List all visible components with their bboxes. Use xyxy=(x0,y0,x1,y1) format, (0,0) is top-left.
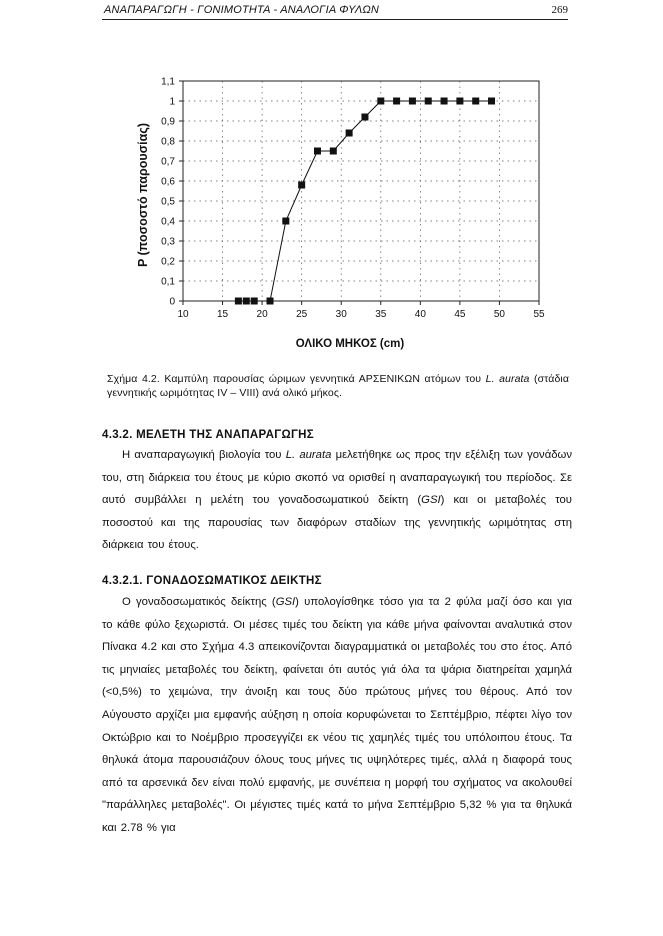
data-point-marker xyxy=(393,98,400,105)
y-tick-label: 0,1 xyxy=(161,276,175,288)
x-tick-label: 10 xyxy=(177,309,189,320)
data-point-marker xyxy=(282,218,289,225)
para1-species: L. aurata xyxy=(285,449,332,461)
data-point-marker xyxy=(251,298,258,305)
x-tick-label: 20 xyxy=(256,309,268,320)
paragraph-reproduction xyxy=(102,444,572,557)
data-point-marker xyxy=(456,98,463,105)
figure-caption xyxy=(107,372,569,400)
running-title: ΑΝΑΠΑΡΑΓΩΓΗ - ΓΟΝΙΜΟΤΗΤΑ - ΑΝΑΛΟΓΙΑ ΦΥΛΩΝ xyxy=(104,4,380,16)
data-point-marker xyxy=(330,148,337,155)
x-tick-label: 50 xyxy=(493,309,506,320)
data-point-marker xyxy=(488,98,495,105)
data-point-marker xyxy=(314,148,321,155)
y-tick-label: 0,9 xyxy=(161,116,175,128)
para1-text-c: ) και οι μεταβολές του ποσοστού και της παρουσίας των διαφόρων σταδίων της γεννητικής ωριμότητας στη διάρκεια του έτους. xyxy=(102,494,572,552)
y-tick-label: 0,5 xyxy=(161,196,175,208)
para1-gsi: GSI xyxy=(421,494,441,507)
x-tick-label: 35 xyxy=(375,309,387,320)
data-point-marker xyxy=(361,114,368,121)
data-point-marker xyxy=(409,98,416,105)
x-axis-title: ΟΛΙΚΟ ΜΗΚΟΣ (cm) xyxy=(295,338,405,350)
data-point-marker xyxy=(377,98,384,105)
y-tick-label: 0 xyxy=(169,296,175,308)
x-tick-label: 15 xyxy=(216,309,229,320)
x-tick-label: 55 xyxy=(533,309,545,320)
y-axis-title: P (ποσοστό παρουσίας) xyxy=(136,123,150,267)
y-tick-label: 0,7 xyxy=(161,156,175,168)
para1-text-a: Η αναπαραγωγική βιολογία του xyxy=(122,449,286,461)
para2-gsi: GSI xyxy=(275,596,296,608)
y-tick-label: 0,8 xyxy=(161,136,175,148)
plot-frame xyxy=(183,81,539,301)
para2-text-b: ) υπολογίσθηκε τόσο για τα 2 φύλα μαζί όσο και για το κάθε φύλο ξεχωριστά. Οι μέσες τιμές του δείκτη για κάθε μήνα φαίνονται αναλυτικά στον Πίνακα 4.2 και στο Σχήμα 4.3 απεικονίζονται διαγραμματικά οι μεταβολές του στο έτος. Από τις μηνιαίες μεταβολές του δείκτη, φαίνεται ότι αυτός γιά όλα τα ψάρια διατηρείται χαμηλά (<0,5%) το χειμώνα, την άνοιξη και τους δύο πρώτους μήνες του θέρους. Από τον Αύγουστο αρχίζει μια εμφανής αύξηση η οποία κορυφώνεται το Σεπτέμβριο, πέφτει λίγο τον Οκτώβριο και το Νοέμβριο προσεγγίζει εκ νέου τις χαμηλές τιμές του υπόλοιπου έτους. Τα θηλυκά άτομα παρουσιάζουν όλους τους μήνες τις υψηλότερες τιμές, αλλά η διαφορά τους από τα αρσενικά δεν είναι πολύ εμφανής, με συνέπεια η μορφή του σχήματος να ακολουθεί "παράλληλες μεταβολές". Οι μέγιστες τιμές κατά το μήνα Σεπτέμβριο 5,32 % για τα θηλυκά και 2.78 % για xyxy=(102,596,572,834)
x-tick-label: 45 xyxy=(454,309,466,320)
data-point-marker xyxy=(243,298,250,305)
caption-species: L. aurata xyxy=(485,373,530,385)
page-number: 269 xyxy=(551,4,568,16)
data-point-marker xyxy=(267,298,274,305)
data-point-marker xyxy=(346,130,353,137)
presence-curve-chart xyxy=(125,65,565,365)
x-tick-label: 30 xyxy=(335,309,347,320)
figure-4-2 xyxy=(125,65,565,365)
paragraph-gsi xyxy=(102,591,572,840)
para1-text-b: μελετήθηκε ως προς την εξέλιξη των γονάδων του, στη διάρκεια του έτους με κύριο σκοπό να ορισθεί η αναπαραγωγική του περίοδος. Σε αυτό συμβάλλει η μελέτη του γοναδοσωματικού δείκτη ( xyxy=(102,449,572,507)
data-point-marker xyxy=(298,182,305,189)
section-heading-4-3-2: 4.3.2. ΜΕΛΕΤΗ ΤΗΣ ΑΝΑΠΑΡΑΓΩΓΗΣ xyxy=(102,429,314,441)
y-tick-label: 1 xyxy=(169,96,175,108)
x-tick-label: 40 xyxy=(414,309,426,320)
x-tick-label: 25 xyxy=(296,309,308,320)
data-point-marker xyxy=(472,98,479,105)
running-header xyxy=(102,3,568,20)
data-point-marker xyxy=(425,98,432,105)
y-tick-label: 0,6 xyxy=(161,176,175,188)
y-tick-label: 0,3 xyxy=(161,236,175,248)
data-point-marker xyxy=(235,298,242,305)
y-tick-label: 0,4 xyxy=(161,216,175,228)
caption-text-end: (στάδια γεννητικής ωριμότητας IV – VIII) ανά ολικό μήκος. xyxy=(107,373,569,399)
data-point-marker xyxy=(441,98,448,105)
y-tick-label: 0,2 xyxy=(161,256,175,268)
y-tick-label: 1,1 xyxy=(161,76,175,88)
para2-text-a: Ο γοναδοσωματικός δείκτης ( xyxy=(122,596,276,608)
section-heading-4-3-2-1: 4.3.2.1. ΓΟΝΑΔΟΣΩΜΑΤΙΚΟΣ ΔΕΙΚΤΗΣ xyxy=(102,575,322,587)
caption-text: Σχήμα 4.2. Καμπύλη παρουσίας ώριμων γεννητικά ΑΡΣΕΝΙΚΩΝ ατόμων του xyxy=(107,373,486,385)
